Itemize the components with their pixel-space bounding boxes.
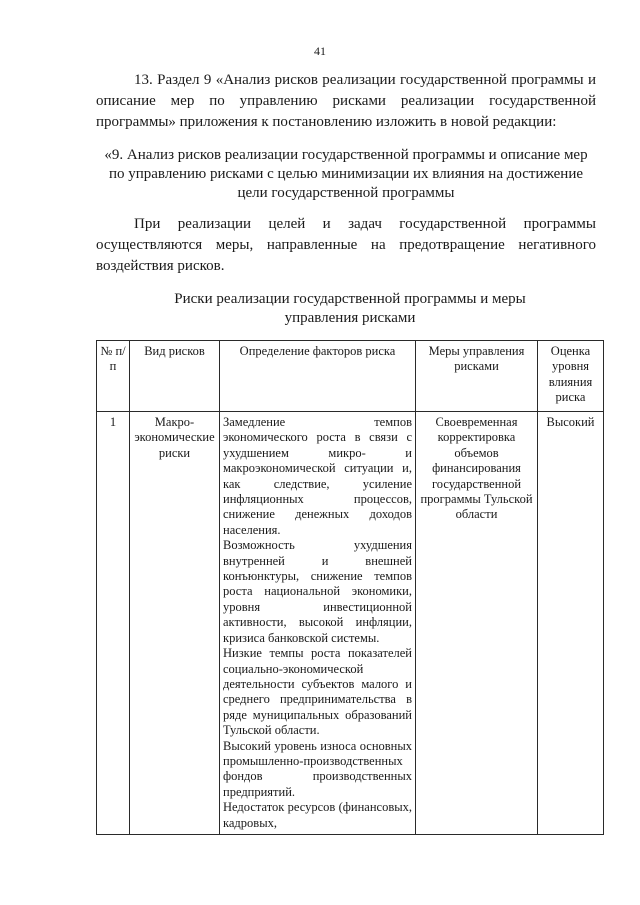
- risk-type: Макро-экономические риски: [130, 412, 220, 835]
- impact-level: Высокий: [538, 412, 604, 835]
- header-number: № п/п: [97, 341, 130, 412]
- table-title: Риски реализации государственной программы и меры управления рисками: [174, 291, 526, 326]
- table-row: [97, 412, 604, 835]
- header-risk-factors: Определение факторов риска: [220, 341, 416, 412]
- risks-table: [96, 340, 604, 835]
- row-number: 1: [97, 412, 130, 835]
- risk-factor: Высокий уровень износа основных промышленно-производственных фондов производственных предприятий.: [223, 738, 412, 799]
- risk-factor: Низкие темпы роста показателей социально-экономической деятельности субъектов малого и среднего предпринимательства в ряде муниципальных образований Тульской области.: [223, 646, 412, 738]
- table-header-row: [97, 341, 604, 412]
- risk-factors: [220, 412, 416, 835]
- page-number: 41: [314, 44, 326, 58]
- risk-factor: Возможность ухудшения внутренней и внешней конъюнктуры, снижение темпов роста национальной экономики, уровня инвестиционной активности, высокой инфляции, кризиса банковской системы.: [223, 538, 412, 645]
- risk-factor: Недостаток ресурсов (финансовых, кадровых,: [223, 800, 412, 830]
- risk-measures: Своевременная корректировка объемов финансирования государственной программы Тульской области: [416, 412, 538, 835]
- section-heading: «9. Анализ рисков реализации государственной программы и описание мер по управлению рисками с целью минимизации их влияния на достижение цели государственной программы: [104, 147, 588, 201]
- header-impact-level: Оценка уровня влияния риска: [538, 341, 604, 412]
- amendment-paragraph: 13. Раздел 9 «Анализ рисков реализации государственной программы и описание мер по управлению рисками реализации государственной программы» приложения к постановлению изложить в новой редакции:: [96, 72, 596, 130]
- intro-paragraph: При реализации целей и задач государственной программы осуществляются меры, направленные на предотвращение негативного воздействия рисков.: [96, 216, 596, 274]
- header-risk-type: Вид рисков: [130, 341, 220, 412]
- risk-factor: Замедление темпов экономического роста в связи с ухудшением микро- и макроэкономической ситуации и, как следствие, усиление инфляционных процессов, снижение денежных доходов населения.: [223, 415, 412, 537]
- header-risk-measures: Меры управления рисками: [416, 341, 538, 412]
